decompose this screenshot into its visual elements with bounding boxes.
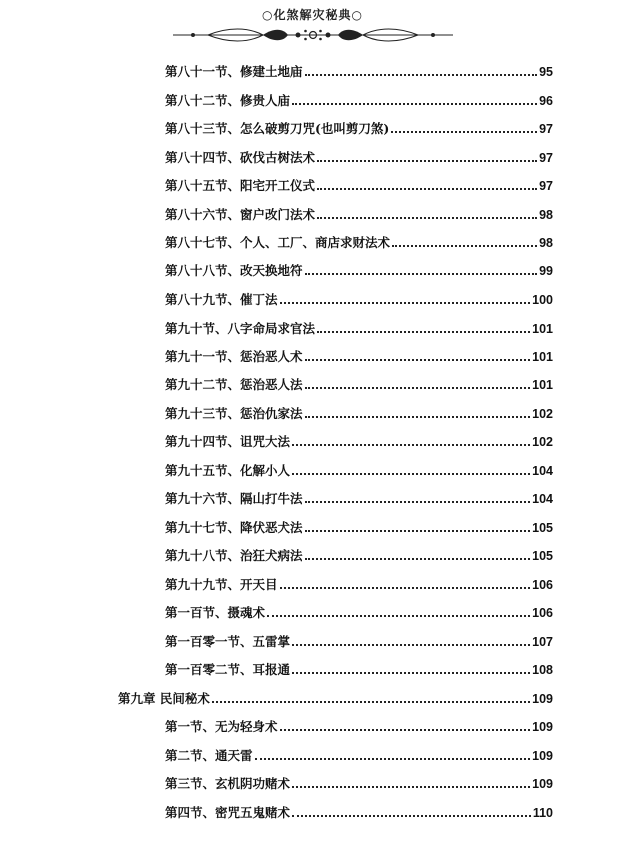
toc-row: [165, 404, 553, 422]
toc-entry-title: 第九十四节、诅咒大法: [165, 434, 291, 449]
toc-row: [165, 375, 553, 393]
toc-entry-title: 第八十九节、催丁法: [165, 292, 278, 307]
dot-leader: [305, 501, 531, 503]
toc-row: [165, 575, 553, 593]
toc-page-number: 106: [532, 606, 553, 620]
toc-row: [165, 432, 553, 450]
toc-entry-title: 第一节、无为轻身术: [165, 719, 278, 734]
toc-entry-title: 第四节、密咒五鬼赌术: [165, 805, 291, 820]
toc-entry-title: 第八十七节、个人、工厂、商店求财法术: [165, 235, 391, 250]
toc-row: [165, 746, 553, 764]
dot-leader: [292, 473, 530, 475]
toc-page-number: 96: [539, 94, 553, 108]
toc-page-number: 109: [532, 749, 553, 763]
toc-page-number: 98: [539, 236, 553, 250]
dot-leader: [392, 245, 537, 247]
toc-row: [165, 717, 553, 735]
ornament-divider-icon: [168, 25, 458, 45]
toc-entry-title: 第九十七节、降伏恶犬法: [165, 520, 303, 535]
toc-row: [165, 62, 553, 80]
toc-page-number: 109: [532, 720, 553, 734]
dot-leader: [305, 416, 531, 418]
toc-page-number: 102: [532, 407, 553, 421]
running-title: ○化煞解灾秘典○: [262, 8, 363, 22]
toc-row: [165, 774, 553, 792]
dot-leader: [305, 387, 531, 389]
page-header: [0, 6, 625, 45]
dot-leader: [292, 103, 537, 105]
toc-entry-title: 第九十五节、化解小人: [165, 463, 291, 478]
dot-leader: [267, 615, 530, 617]
dot-leader: [317, 188, 537, 190]
dot-leader: [317, 217, 537, 219]
dot-leader: [292, 644, 530, 646]
toc-page-number: 97: [539, 151, 553, 165]
toc-entry-title: 第八十六节、窗户改门法术: [165, 207, 316, 222]
toc-row: [165, 119, 553, 137]
toc-page-number: 95: [539, 65, 553, 79]
dot-leader: [305, 273, 538, 275]
toc-entry-title: 第九十八节、治狂犬病法: [165, 548, 303, 563]
dot-leader: [317, 331, 530, 333]
toc-row: [165, 148, 553, 166]
toc-row: [165, 603, 553, 621]
toc-entry-title: 第八十一节、修建土地庙: [165, 64, 303, 79]
toc-entry-title: 第八十二节、修贵人庙: [165, 93, 291, 108]
toc-entry-title: 第八十三节、怎么破剪刀咒(也叫剪刀煞): [165, 121, 390, 136]
dot-leader: [292, 444, 530, 446]
dot-leader: [280, 587, 531, 589]
toc-page-number: 109: [532, 692, 553, 706]
toc-page-number: 110: [532, 806, 553, 820]
dot-leader: [391, 131, 537, 133]
toc-row: [165, 461, 553, 479]
dot-leader: [292, 672, 530, 674]
toc-entry-title: 第九十九节、开天目: [165, 577, 278, 592]
toc-row: [165, 347, 553, 365]
toc-page-number: 107: [532, 635, 553, 649]
toc-entry-title: 第一百零二节、耳报通: [165, 662, 291, 677]
toc-row: [165, 489, 553, 507]
toc-page-number: 99: [539, 264, 553, 278]
toc-row: [165, 205, 553, 223]
toc-entry-title: 第九章 民间秘术: [118, 691, 210, 706]
toc-page-number: 98: [539, 208, 553, 222]
toc-row: [165, 319, 553, 337]
toc-page-number: 100: [532, 293, 553, 307]
toc-page-number: 101: [532, 350, 553, 364]
dot-leader: [292, 815, 531, 817]
dot-leader: [255, 758, 531, 760]
toc-row: [165, 632, 553, 650]
toc-entry-title: 第一百节、摄魂术: [165, 605, 266, 620]
toc-row: [165, 803, 553, 821]
toc-entry-title: 第八十八节、改天换地符: [165, 263, 303, 278]
toc-entry-title: 第三节、玄机阴功赌术: [165, 776, 291, 791]
toc-page-number: 105: [532, 549, 553, 563]
toc-entry-title: 第一百零一节、五雷掌: [165, 634, 291, 649]
dot-leader: [305, 359, 531, 361]
dot-leader: [305, 74, 538, 76]
toc-page-number: 102: [532, 435, 553, 449]
toc-row: [165, 660, 553, 678]
toc-page-number: 101: [532, 322, 553, 336]
toc-entry-title: 第九十二节、惩治恶人法: [165, 377, 303, 392]
toc-entry-title: 第二节、通天雷: [165, 748, 253, 763]
toc-row: [165, 290, 553, 308]
toc-page-number: 101: [532, 378, 553, 392]
toc-entry-title: 第八十四节、砍伐古树法术: [165, 150, 316, 165]
toc-page-number: 104: [532, 492, 553, 506]
toc-page-number: 97: [539, 179, 553, 193]
dot-leader: [280, 302, 531, 304]
toc-entry-title: 第九十节、八字命局求官法: [165, 321, 316, 336]
toc-entry-title: 第九十三节、惩治仇家法: [165, 406, 303, 421]
toc-row: [165, 176, 553, 194]
toc-row: [165, 261, 553, 279]
toc-page-number: 105: [532, 521, 553, 535]
toc-chapter-row: [118, 689, 553, 707]
toc-entry-title: 第八十五节、阳宅开工仪式: [165, 178, 316, 193]
dot-leader: [212, 701, 530, 703]
toc-row: [165, 546, 553, 564]
toc-page-number: 104: [532, 464, 553, 478]
toc-page-number: 108: [532, 663, 553, 677]
toc-entry-title: 第九十六节、隔山打牛法: [165, 491, 303, 506]
toc-row: [165, 91, 553, 109]
toc-page-number: 109: [532, 777, 553, 791]
toc-page-number: 97: [539, 122, 553, 136]
dot-leader: [280, 729, 531, 731]
dot-leader: [317, 160, 537, 162]
dot-leader: [292, 786, 530, 788]
dot-leader: [305, 558, 531, 560]
dot-leader: [305, 530, 531, 532]
toc-row: [165, 233, 553, 251]
toc-page-number: 106: [532, 578, 553, 592]
toc-entry-title: 第九十一节、惩治恶人术: [165, 349, 303, 364]
toc-row: [165, 518, 553, 536]
